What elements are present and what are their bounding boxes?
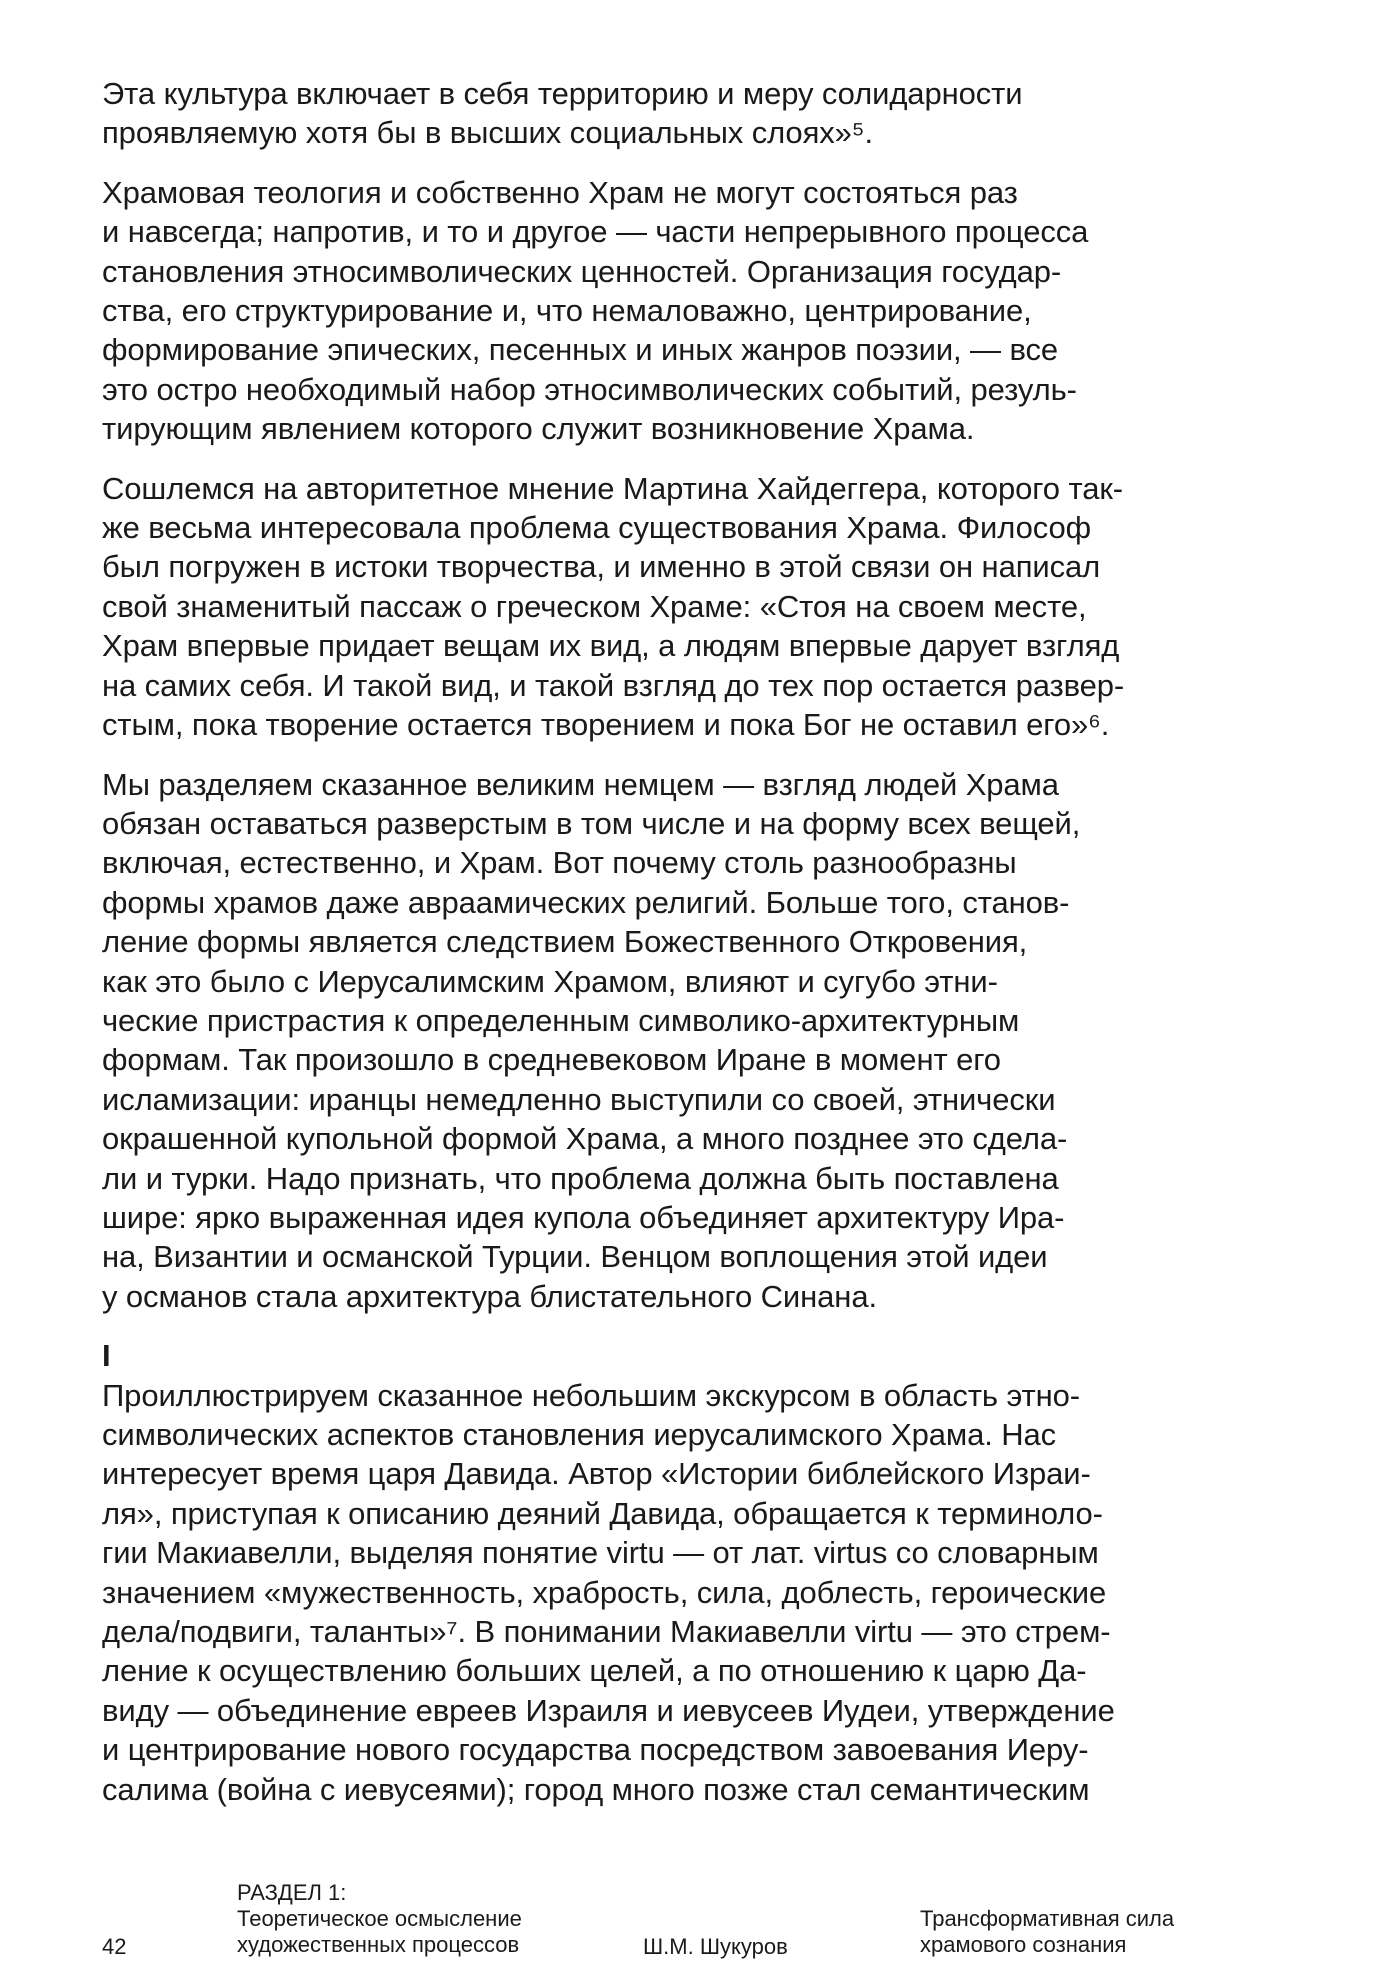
page-number: 42 [102,1934,127,1959]
paragraph-1: Эта культура включает в себя территорию и меру солидарности проявляемую хотя бы в высших социальных слоях»⁵. [102,76,1023,151]
section-label-line-1: РАЗДЕЛ 1: [237,1880,347,1905]
section-label-line-2: Теоретическое осмысление [237,1906,522,1931]
footer-section-label [237,1880,597,1958]
footer-author: Ш.М. Шукуров [643,1934,788,1959]
section-paragraph: Проиллюстрируем сказанное небольшим экскурсом в область этно- символических аспектов становления иерусалимского Храма. Нас интересует время царя Давида. Автор «Истории библейского Израи- ля», приступая к описанию деяний Давида, обращается к терминоло- гии Макиавелли, выделяя понятие virtu — от лат. virtus со словарным значением «мужественность, храбрость, сила, доблесть, героические дела/подвиги, таланты»⁷. В понимании Макиавелли virtu — это стрем- ление к осуществлению больших целей, а по отношению к царю Да- виду — объединение евреев Израиля и иевусеев Иудеи, утверждение и центрирование нового государства посредством завоевания Иеру- салима (война с иевусеями); город много позже стал семантическим [102,1377,1115,1807]
paragraph-3: Сошлемся на авторитетное мнение Мартина Хайдеггера, которого так- же весьма интересовала проблема существования Храма. Философ был погружен в истоки творчества, и именно в этой связи он написал свой знаменитый пассаж о греческом Храме: «Стоя на своем месте, Храм впервые придает вещам их вид, а людям впервые дарует взгляд на самих себя. И такой вид, и такой взгляд до тех пор остается развер- стым, пока творение остается творением и пока Бог не оставил его»⁶. [102,470,1125,743]
section-label-line-3: художественных процессов [237,1932,520,1957]
footer-running-title [920,1906,1174,1958]
paragraph-2: Храмовая теология и собственно Храм не могут состояться раз и навсегда; напротив, и то и другое — части непрерывного процесса становления этносимволических ценностей. Организация государ- ства, его структурирование и, что немаловажно, центрирование, формирование эпических, песенных и иных жанров поэзии, — все это остро необходимый набор этносимволических событий, резуль- тирующим явлением которого служит возникновение Храма. [102,174,1089,447]
paragraph-4: Мы разделяем сказанное великим немцем — взгляд людей Храма обязан оставаться разверстым в том числе и на форму всех вещей, включая, естественно, и Храм. Вот почему столь разнообразны формы храмов даже авраамических религий. Больше того, станов- ление формы является следствием Божественного Откровения, как это было с Иерусалимским Храмом, влияют и сугубо этни- ческие пристрастия к определенным символико-архитектурным формам. Так произошло в средневековом Иране в момент его исламизации: иранцы немедленно выступили со своей, этнически окрашенной купольной формой Храма, а много позднее это сделa- ли и турки. Надо признать, что проблема должна быть поставлена шире: ярко выраженная идея купола объединяет архитектуру Ира- на, Византии и османской Турции. Венцом воплощения этой идеи у османов стала архитектура блистательного Синана. [102,766,1081,1314]
main-text [102,74,1197,1829]
section-marker: I [102,1338,111,1374]
running-title-line-1: Трансформативная сила [920,1906,1175,1931]
running-title-line-2: храмового сознания [920,1932,1127,1957]
